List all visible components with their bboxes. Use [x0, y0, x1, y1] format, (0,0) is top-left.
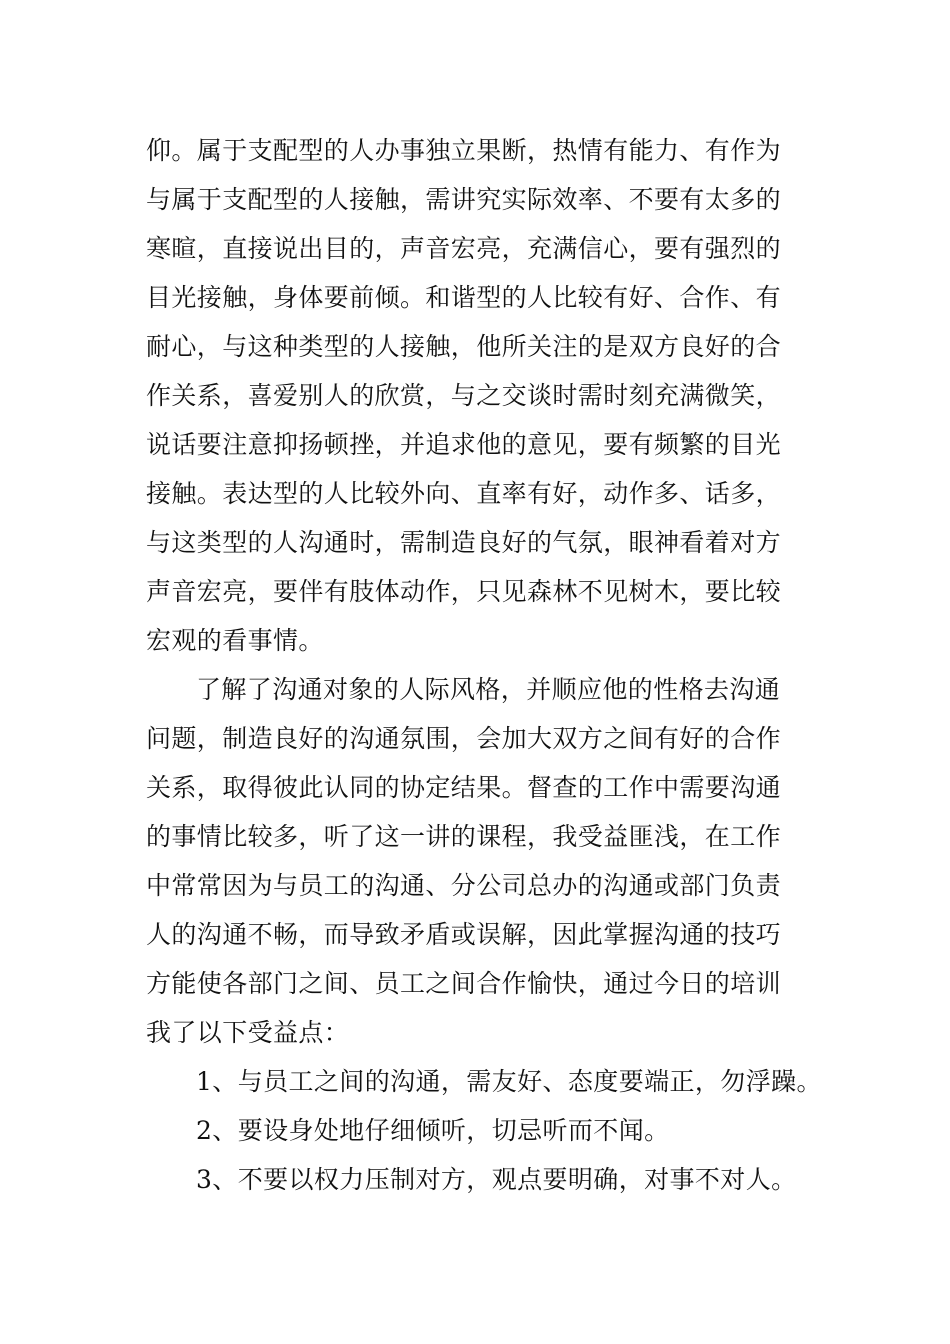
text-line: 我了以下受益点： — [146, 1018, 350, 1047]
text-line: 宏观的看事情。 — [146, 626, 324, 655]
text-line: 说话要注意抑扬顿挫，并追求他的意见，要有频繁的目光 — [146, 430, 782, 459]
text-line: 关系，取得彼此认同的协定结果。督查的工作中需要沟通 — [146, 773, 782, 802]
text-line: 与属于支配型的人接触，需讲究实际效率、不要有太多的 — [146, 185, 782, 214]
text-line: 仰。属于支配型的人办事独立果断，热情有能力、有作为 — [146, 136, 782, 165]
text-line: 接触。表达型的人比较外向、直率有好，动作多、话多， — [146, 479, 782, 508]
body-text — [146, 126, 822, 1204]
text-line: 方能使各部门之间、员工之间合作愉快，通过今日的培训 — [146, 969, 782, 998]
text-line: 耐心，与这种类型的人接触，他所关注的是双方良好的合 — [146, 332, 782, 361]
text-line: 1、与员工之间的沟通，需友好、态度要端正，勿浮躁。 — [196, 1067, 822, 1096]
text-line: 3、不要以权力压制对方，观点要明确，对事不对人。 — [196, 1165, 797, 1194]
text-line: 与这类型的人沟通时，需制造良好的气氛，眼神看着对方 — [146, 528, 782, 557]
text-line: 2、要设身处地仔细倾听，切忌听而不闻。 — [196, 1116, 670, 1145]
text-line: 声音宏亮，要伴有肢体动作，只见森林不见树木，要比较 — [146, 577, 782, 606]
text-line: 中常常因为与员工的沟通、分公司总办的沟通或部门负责 — [146, 871, 782, 900]
text-line: 目光接触，身体要前倾。和谐型的人比较有好、合作、有 — [146, 283, 782, 312]
text-line: 寒暄，直接说出目的，声音宏亮，充满信心，要有强烈的 — [146, 234, 782, 263]
text-line: 的事情比较多，听了这一讲的课程，我受益匪浅，在工作 — [146, 822, 782, 851]
text-line: 作关系，喜爱别人的欣赏，与之交谈时需时刻充满微笑， — [146, 381, 782, 410]
text-line: 问题，制造良好的沟通氛围，会加大双方之间有好的合作 — [146, 724, 782, 753]
text-line: 人的沟通不畅，而导致矛盾或误解，因此掌握沟通的技巧 — [146, 920, 782, 949]
text-line: 了解了沟通对象的人际风格，并顺应他的性格去沟通 — [196, 675, 781, 704]
